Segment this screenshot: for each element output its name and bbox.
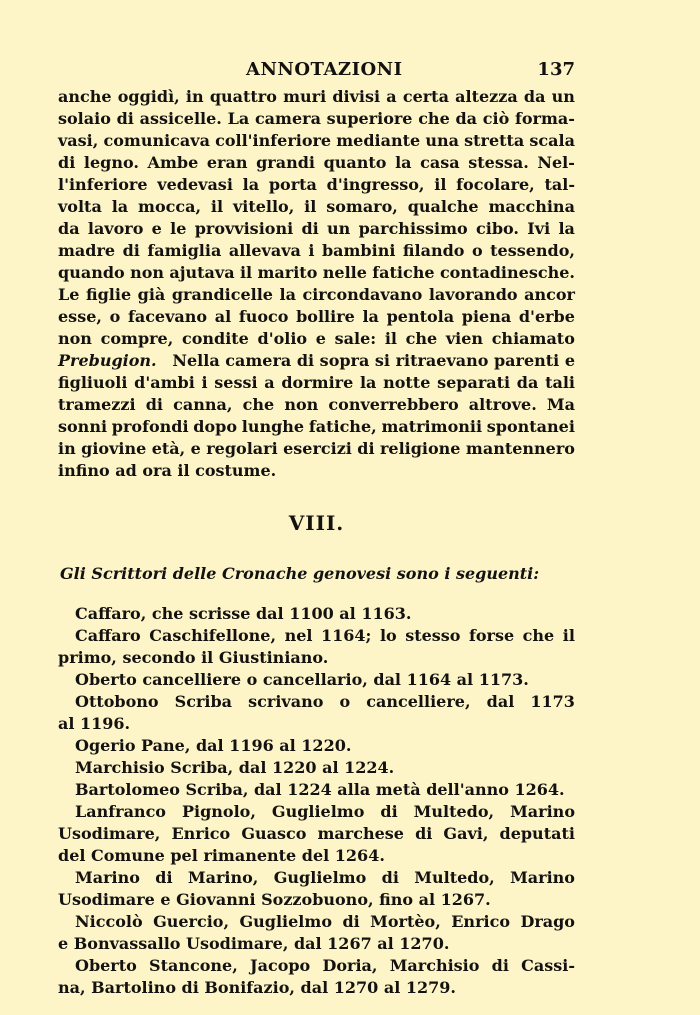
word: di	[122, 241, 140, 260]
chronicle-entry-line: al 1196.	[58, 714, 131, 733]
word: la	[111, 197, 129, 216]
word: grandicelle	[171, 285, 273, 304]
chronicle-entry	[58, 801, 575, 867]
word: tramezzi	[58, 395, 136, 414]
word: 1164;	[320, 626, 372, 645]
word: Marchisio	[389, 956, 480, 975]
word: o	[471, 241, 483, 260]
word: Multedo,	[414, 868, 495, 887]
word: Gavi,	[443, 824, 489, 843]
word: ancor	[524, 285, 575, 304]
word: stesso	[405, 626, 461, 645]
word: macchina	[488, 197, 575, 216]
word: già	[137, 285, 166, 304]
chronicle-entry	[58, 867, 575, 911]
word: le	[170, 219, 187, 238]
word: Caschifellone,	[149, 626, 277, 645]
paragraph-line	[58, 196, 575, 218]
word: Drago	[520, 912, 575, 931]
word: Oberto	[75, 956, 137, 975]
word: non	[284, 395, 319, 414]
word: esercizi	[283, 439, 352, 458]
word: Marino	[75, 868, 140, 887]
chronicle-entry-line	[58, 911, 575, 933]
word: sessi	[214, 373, 258, 392]
word: la	[395, 153, 412, 172]
word: la	[242, 175, 260, 194]
word: il	[210, 197, 224, 216]
word: che	[418, 109, 450, 128]
word: assicelle.	[139, 109, 222, 128]
word: cancelliere,	[366, 692, 471, 711]
word: canna,	[173, 395, 233, 414]
word: superiore	[326, 109, 413, 128]
prebugion-rest: Nella camera di sopra si ritraevano parenti e	[172, 351, 575, 370]
word: altezza	[455, 87, 518, 106]
word: e	[315, 329, 326, 348]
paragraph-line	[58, 438, 575, 460]
word: d'erbe	[518, 307, 575, 326]
word: la	[558, 219, 575, 238]
word: ajutava	[169, 263, 235, 282]
word: il	[434, 175, 447, 194]
word: certa	[402, 87, 449, 106]
word: divisi	[332, 87, 381, 106]
chronicle-entry	[58, 757, 575, 779]
word: spontanei	[486, 417, 575, 436]
word: un	[327, 219, 351, 238]
word: somaro,	[326, 197, 398, 216]
word: ciò	[482, 109, 510, 128]
word: dormire	[281, 373, 354, 392]
word: Nel-	[537, 153, 575, 172]
word: non	[130, 263, 164, 282]
word: in	[58, 439, 76, 458]
word: tessendo,	[490, 241, 575, 260]
paragraph-line	[58, 108, 575, 130]
word: i	[201, 373, 208, 392]
word: eran	[206, 153, 248, 172]
word: fatiche	[372, 263, 435, 282]
word: da	[58, 219, 80, 238]
word: il	[562, 626, 575, 645]
word: d'olio	[257, 329, 308, 348]
paragraph-line	[58, 130, 575, 152]
word: che	[522, 626, 555, 645]
word: Caffaro	[75, 626, 141, 645]
word: quanto	[323, 153, 387, 172]
page-number: 137	[537, 59, 575, 80]
word: non	[58, 329, 92, 348]
running-title: ANNOTAZIONI	[246, 59, 403, 80]
paragraph-line	[58, 394, 575, 416]
word: tali	[545, 373, 575, 392]
word: lunghe	[241, 417, 305, 436]
section-number: VIII.	[288, 511, 345, 535]
word: di	[380, 802, 398, 821]
word: religione	[379, 439, 461, 458]
word: da	[516, 373, 539, 392]
word: coll'inferiore	[215, 131, 332, 150]
word: Ivi	[527, 219, 551, 238]
word: Guglielmo	[273, 868, 367, 887]
word: separati	[437, 373, 511, 392]
word: provvisioni	[194, 219, 294, 238]
word: Le	[58, 285, 80, 304]
word: matrimonii	[381, 417, 483, 436]
book-page	[58, 56, 575, 999]
word: dopo	[193, 417, 237, 436]
chronicle-list	[58, 603, 575, 999]
word: bollire	[296, 307, 355, 326]
chronicle-entry	[58, 779, 575, 801]
word: figliuoli	[58, 373, 128, 392]
word: d'ingresso,	[326, 175, 425, 194]
word: fuoco	[238, 307, 289, 326]
word: figlie	[85, 285, 132, 304]
word: contadinesche.	[439, 263, 575, 282]
word: piena	[461, 307, 512, 326]
word: o	[339, 692, 351, 711]
word: il	[239, 263, 253, 282]
word: da	[523, 87, 546, 106]
chronicle-entry	[58, 691, 575, 735]
word: stretta	[464, 131, 525, 150]
word: Enrico	[171, 824, 231, 843]
word: circondavano	[302, 285, 423, 304]
word: Ma	[546, 395, 575, 414]
word: condite	[181, 329, 249, 348]
chronicle-entry-line: Usodimare e Giovanni Sozzobuono, fino al 1267.	[58, 890, 491, 909]
word: Marino	[510, 802, 575, 821]
word: cibo.	[476, 219, 519, 238]
word: vitello,	[232, 197, 295, 216]
word: forse	[468, 626, 515, 645]
word: mediante	[336, 131, 421, 150]
word: Marino	[510, 868, 575, 887]
word: legno.	[83, 153, 139, 172]
word: Pignolo,	[181, 802, 256, 821]
chronicle-entry-line	[58, 801, 575, 823]
word: un	[551, 87, 575, 106]
chronicle-entry-line: Ogerio Pane, dal 1196 al 1220.	[75, 736, 352, 755]
word: età,	[151, 439, 186, 458]
word: mantennero	[465, 439, 575, 458]
word: la	[279, 285, 296, 304]
paragraph-line	[58, 152, 575, 174]
word: marchese	[317, 824, 404, 843]
word: e	[190, 439, 201, 458]
paragraph	[58, 86, 575, 482]
word: Marino,	[187, 868, 259, 887]
word: vedevasi	[157, 175, 233, 194]
chronicle-entry	[58, 911, 575, 955]
prebugion-word: Prebugion.	[58, 351, 157, 370]
word: lavoro	[87, 219, 144, 238]
word: di	[155, 868, 173, 887]
word: nel	[284, 626, 313, 645]
word: Usodimare,	[58, 824, 161, 843]
word: camera	[254, 109, 321, 128]
paragraph-line	[58, 86, 575, 108]
word: di	[58, 153, 76, 172]
chronicle-entry-line: e Bonvassallo Usodimare, dal 1267 al 1270.	[58, 934, 450, 953]
chronicle-entry-line	[58, 867, 575, 889]
word: Scriba	[174, 692, 233, 711]
word: a	[264, 373, 275, 392]
chronicle-entry-line: primo, secondo il Giustiniano.	[58, 648, 329, 667]
word: Guglielmo	[271, 802, 365, 821]
word: oggidì,	[117, 87, 180, 106]
paragraph-line	[58, 328, 575, 350]
word: una	[425, 131, 459, 150]
word: filando	[402, 241, 465, 260]
word: focolare,	[456, 175, 535, 194]
word: al	[214, 307, 232, 326]
word: il	[384, 329, 397, 348]
word: o	[109, 307, 121, 326]
paragraph-line	[58, 218, 575, 240]
paragraph-line	[58, 306, 575, 328]
chronicle-entry-line: Bartolomeo Scriba, dal 1224 alla metà dell'anno 1264.	[75, 780, 565, 799]
word: giovine	[81, 439, 147, 458]
word: forma-	[514, 109, 575, 128]
word: la	[359, 373, 377, 392]
word: grandi	[256, 153, 315, 172]
word: profondi	[111, 417, 189, 436]
word: Guasco	[241, 824, 307, 843]
word: porta	[268, 175, 317, 194]
word: quando	[58, 263, 125, 282]
word: Guercio,	[153, 912, 230, 931]
word: Multedo,	[413, 802, 495, 821]
word: dal	[486, 692, 515, 711]
word: La	[227, 109, 250, 128]
word: volta	[58, 197, 102, 216]
word: bambini	[321, 241, 396, 260]
word: Lanfranco	[75, 802, 166, 821]
word: qualche	[407, 197, 479, 216]
word: di	[381, 868, 399, 887]
word: di	[145, 395, 163, 414]
chronicle-entry	[58, 603, 575, 625]
word: di	[342, 912, 360, 931]
word: e	[151, 219, 162, 238]
word: che	[405, 329, 438, 348]
word: lavorando	[428, 285, 518, 304]
word: di	[116, 109, 134, 128]
word: deputati	[499, 824, 575, 843]
paragraph-line	[58, 240, 575, 262]
word: Doria,	[322, 956, 378, 975]
word: vasi,	[58, 131, 99, 150]
word: anche	[58, 87, 112, 106]
word: casa	[420, 153, 460, 172]
chronicle-entry-line: Caffaro, che scrisse dal 1100 al 1163.	[75, 604, 412, 623]
word: stessa.	[468, 153, 529, 172]
word: i	[308, 241, 315, 260]
word: regolari	[206, 439, 278, 458]
word: di	[357, 439, 375, 458]
word: il	[304, 197, 317, 216]
chronicle-entry-line: Marchisio Scriba, dal 1220 al 1224.	[75, 758, 395, 777]
word: pentola	[386, 307, 455, 326]
paragraph-line	[58, 174, 575, 196]
word: famiglia	[147, 241, 222, 260]
word: quattro	[209, 87, 277, 106]
chronicle-entry	[58, 625, 575, 669]
chronicle-entry-line	[58, 823, 575, 845]
word: Guglielmo	[239, 912, 332, 931]
word: parchissimo	[358, 219, 468, 238]
word: facevano	[127, 307, 208, 326]
chronicle-entry	[58, 735, 575, 757]
word: vien	[445, 329, 484, 348]
word: di	[491, 956, 509, 975]
paragraph-line	[58, 284, 575, 306]
word: solaio	[58, 109, 111, 128]
word: sonni	[58, 417, 108, 436]
paragraph-line	[58, 416, 575, 438]
word: notte	[383, 373, 431, 392]
word: nelle	[322, 263, 367, 282]
word: converrebbero	[328, 395, 459, 414]
word: che	[242, 395, 275, 414]
word: da	[455, 109, 478, 128]
word: a	[386, 87, 397, 106]
chronicle-entry-line: del Comune pel rimanente del 1264.	[58, 846, 385, 865]
word: Cassi-	[521, 956, 575, 975]
chronicle-entry-line	[58, 691, 575, 713]
chronicle-entry	[58, 955, 575, 999]
word: comunicava	[103, 131, 210, 150]
word: tal-	[544, 175, 575, 194]
word: muri	[283, 87, 327, 106]
paragraph-line	[58, 372, 575, 394]
word: madre	[58, 241, 116, 260]
word: di	[301, 219, 319, 238]
word: mocca,	[138, 197, 202, 216]
word: Ambe	[147, 153, 199, 172]
word: l'inferiore	[58, 175, 148, 194]
word: in	[185, 87, 204, 106]
word: di	[415, 824, 433, 843]
word: compre,	[100, 329, 174, 348]
word: chiamato	[491, 329, 575, 348]
paragraph-line	[58, 262, 575, 284]
word: Enrico	[451, 912, 510, 931]
word: scala	[529, 131, 575, 150]
word: Ottobono	[75, 692, 159, 711]
chronicle-entry-line: Oberto cancelliere o cancellario, dal 1164 al 1173.	[75, 670, 529, 689]
paragraph-line-prebugion	[58, 350, 575, 372]
word: Niccolò	[75, 912, 143, 931]
chronicle-entry	[58, 669, 575, 691]
word: scrivano	[248, 692, 324, 711]
word: 1173	[530, 692, 575, 711]
word: d'ambi	[134, 373, 195, 392]
word: la	[362, 307, 379, 326]
word: marito	[257, 263, 318, 282]
word: esse,	[58, 307, 102, 326]
word: fatiche,	[308, 417, 377, 436]
chronicle-entry-line	[58, 955, 575, 977]
running-head	[58, 56, 575, 86]
word: sale:	[334, 329, 377, 348]
word: altrove.	[468, 395, 537, 414]
paragraph-line: infino ad ora il costume.	[58, 461, 277, 480]
section-heading: Gli Scrittori delle Cronache genovesi sono i seguenti:	[60, 564, 540, 583]
chronicle-entry-line: na, Bartolino di Bonifazio, dal 1270 al 1279.	[58, 978, 456, 997]
chronicle-entry-line	[58, 625, 575, 647]
word: allevava	[228, 241, 301, 260]
word: lo	[379, 626, 397, 645]
word: Stancone,	[149, 956, 238, 975]
word: Jacopo	[250, 956, 311, 975]
word: Mortèo,	[370, 912, 441, 931]
